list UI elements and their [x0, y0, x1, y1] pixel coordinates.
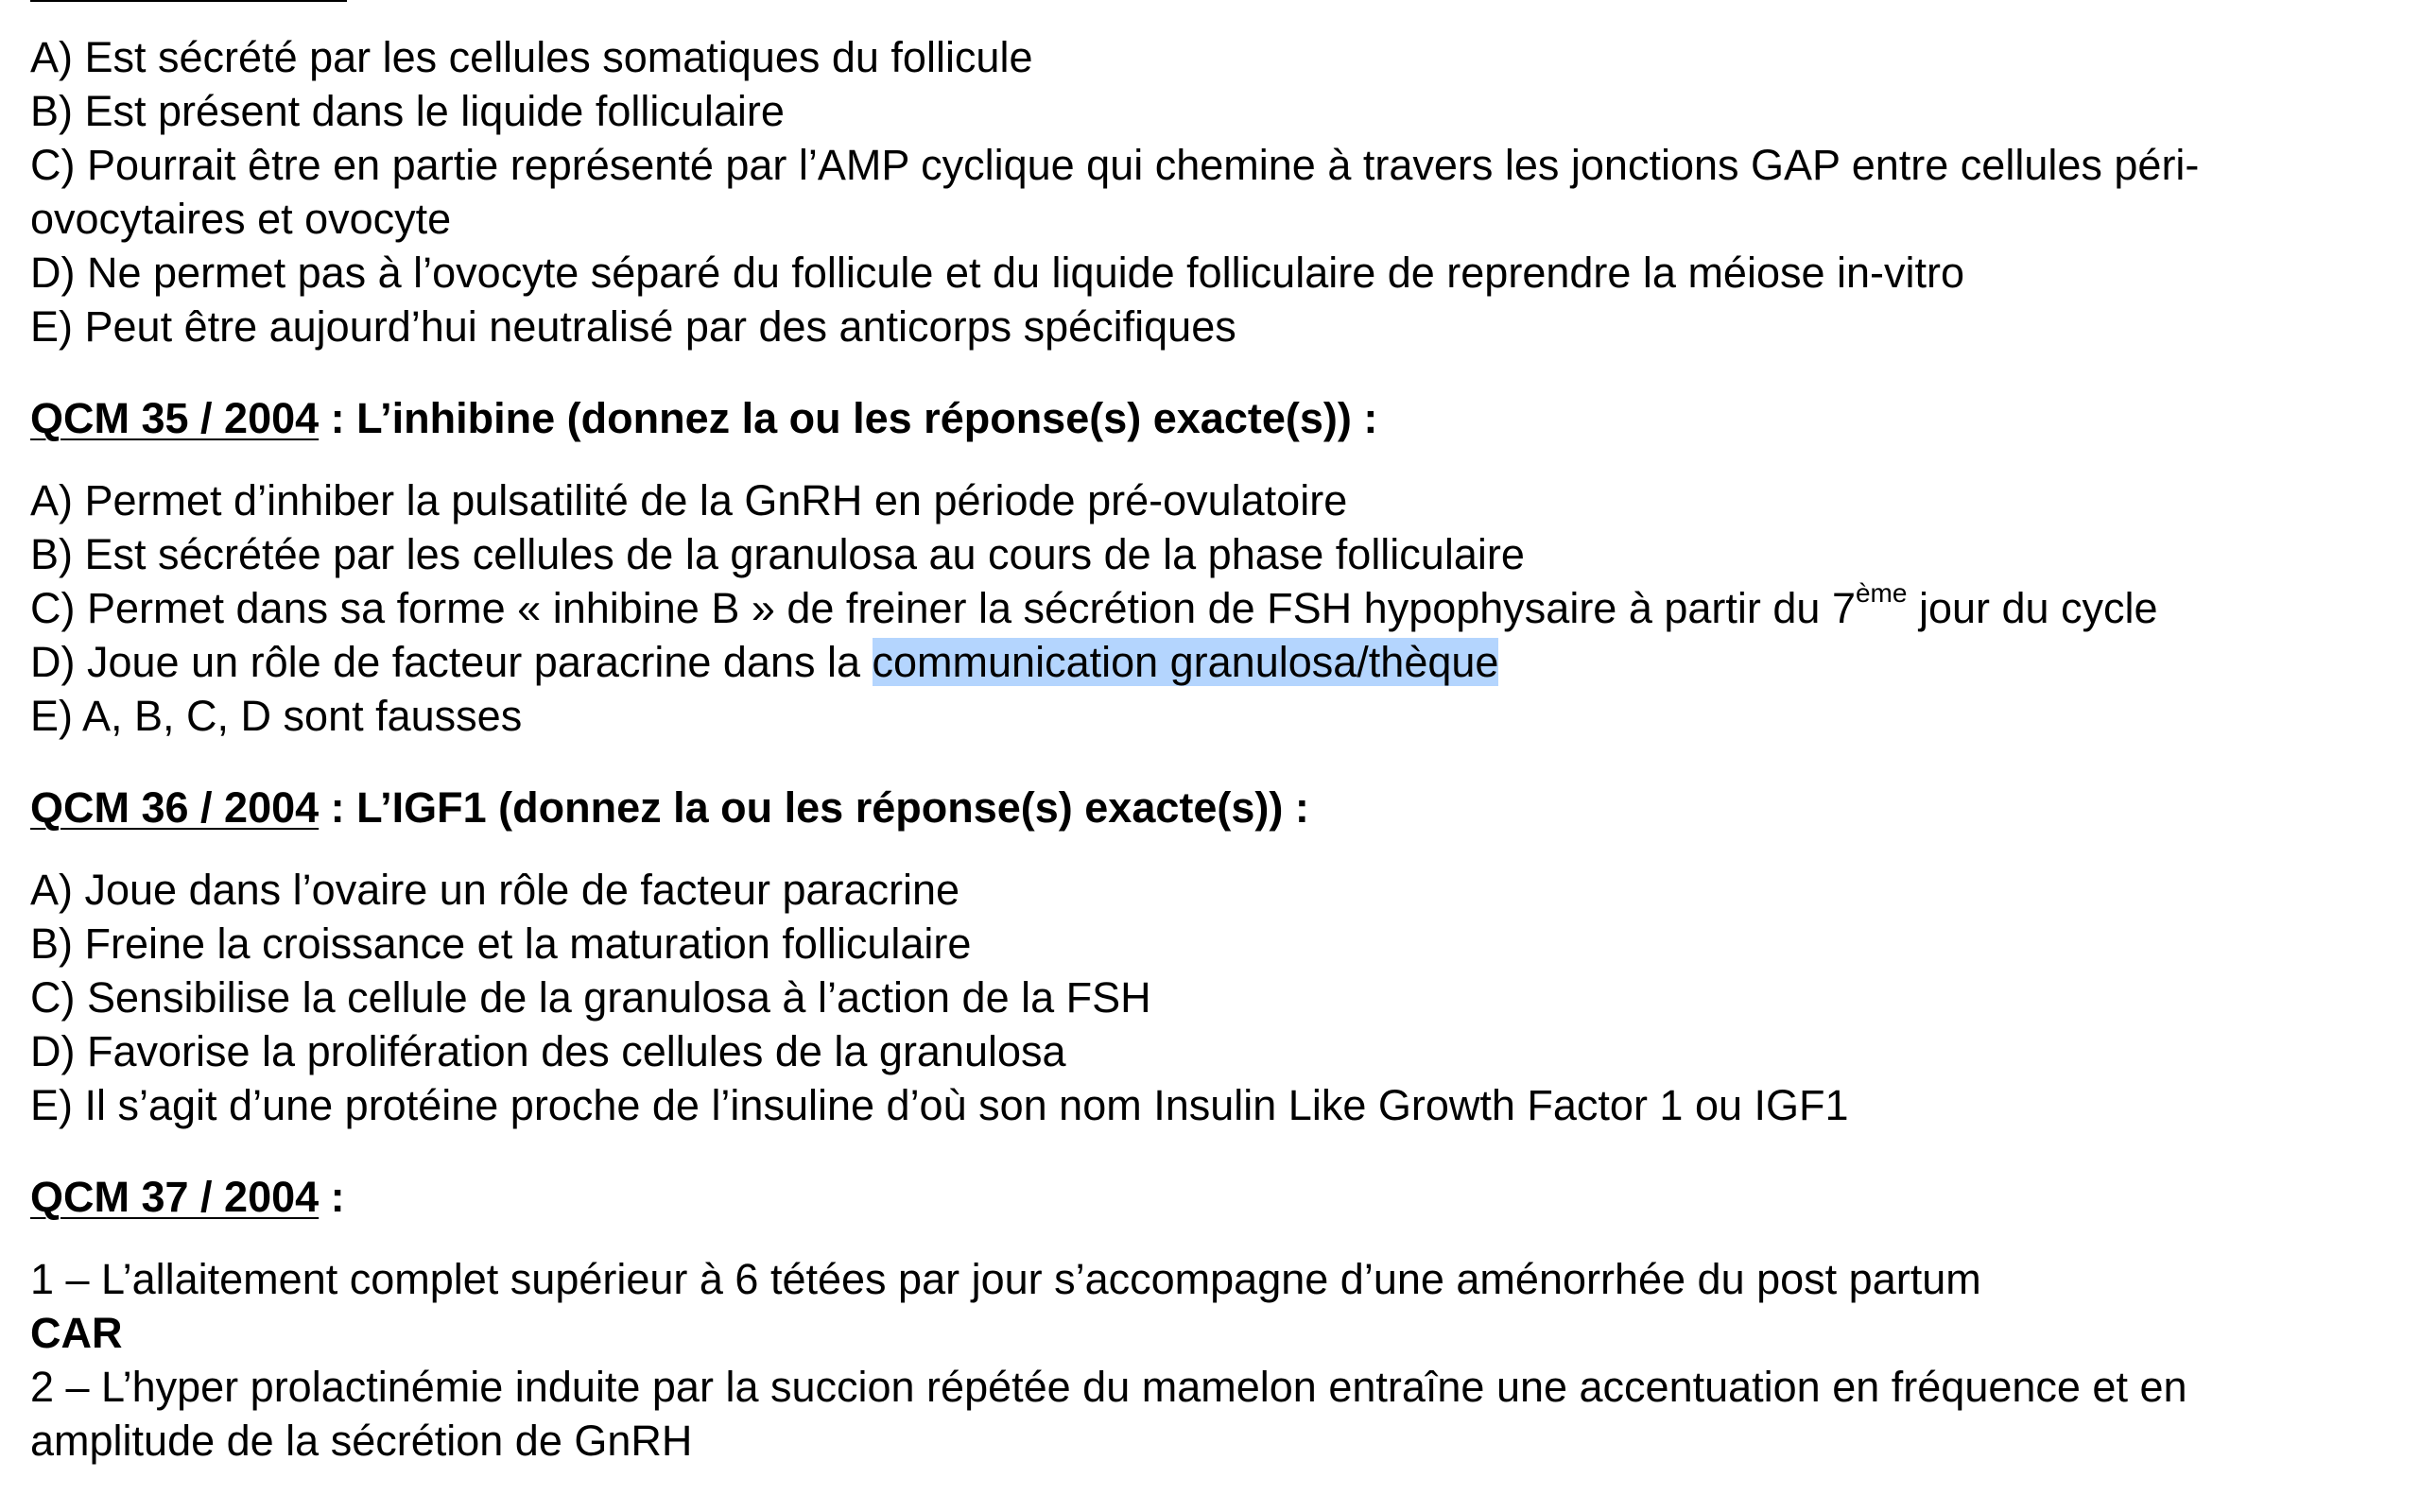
q36-option-d: D) Favorise la prolifération des cellules de la granulosa: [30, 1027, 1066, 1075]
q35-option-d-text: D) Joue un rôle de facteur paracrine dans la: [30, 638, 873, 686]
q36-option-a: A) Joue dans l’ovaire un rôle de facteur paracrine: [30, 866, 960, 914]
q37-car: CAR: [30, 1309, 123, 1357]
q35-option-a: A) Permet d’inhiber la pulsatilité de la GnRH en période pré-ovulatoire: [30, 476, 1348, 524]
q36-option-c: C) Sensibilise la cellule de la granulosa à l’action de la FSH: [30, 973, 1151, 1022]
q37-statement-2: 2 – L’hyper prolactinémie induite par la succion répétée du mamelon entraîne une accentuation en fréquence et en: [30, 1363, 2187, 1411]
q35-option-d: [30, 635, 2394, 689]
q37-id: QCM 37 / 2004: [30, 1173, 320, 1221]
q35-id: QCM 35 / 2004: [30, 394, 320, 442]
q36-option-b: B) Freine la croissance et la maturation folliculaire: [30, 919, 972, 968]
q34-options: [30, 0, 2394, 353]
q35-option-c: [30, 578, 2394, 635]
q35-option-c-text: C) Permet dans sa forme « inhibine B » de freiner la sécrétion de FSH hypophysaire à partir du 7: [30, 584, 1856, 632]
q35-options: [30, 473, 2394, 743]
q34-option-c: C) Pourrait être en partie représenté par l’AMP cyclique qui chemine à travers les jonctions GAP entre cellules péri-: [30, 141, 2200, 189]
q37-statement-2-continued: amplitude de la sécrétion de GnRH: [30, 1417, 693, 1465]
q36-id: QCM 36 / 2004: [30, 783, 320, 832]
selected-text-highlight[interactable]: communication granulosa/thèque: [872, 638, 1499, 686]
q35-heading: [30, 391, 2394, 445]
q36-options: [30, 863, 2394, 1132]
q36-title: : L’IGF1 (donnez la ou les réponse(s) exacte(s)) :: [319, 783, 1309, 832]
q36-heading: [30, 781, 2394, 834]
q36-option-e: E) Il s’agit d’une protéine proche de l’insuline d’où son nom Insulin Like Growth Factor 1 ou IGF1: [30, 1081, 1849, 1129]
q37-title: :: [319, 1173, 345, 1221]
q37-heading: [30, 1170, 2394, 1224]
q35-option-e: E) A, B, C, D sont fausses: [30, 692, 523, 740]
q34-option-c-continued: ovocytaires et ovocyte: [30, 195, 452, 243]
q35-option-c-superscript: ème: [1855, 578, 1908, 608]
document-page: [30, 0, 2394, 1468]
q35-option-c-suffix: jour du cycle: [1907, 584, 2158, 632]
q34-option-d: D) Ne permet pas à l’ovocyte séparé du follicule et du liquide folliculaire de reprendre la méiose in-vitro: [30, 249, 1965, 297]
q35-option-b: B) Est sécrétée par les cellules de la granulosa au cours de la phase folliculaire: [30, 530, 1525, 578]
q34-option-b: B) Est présent dans le liquide folliculaire: [30, 87, 785, 135]
q35-title: : L’inhibine (donnez la ou les réponse(s) exacte(s)) :: [319, 394, 1378, 442]
q34-option-a: A) Est sécrété par les cellules somatiques du follicule: [30, 33, 1033, 81]
q37-statements: [30, 1252, 2394, 1468]
q37-statement-1: 1 – L’allaitement complet supérieur à 6 tétées par jour s’accompagne d’une aménorrhée du post partum: [30, 1255, 1981, 1303]
q34-option-e: E) Peut être aujourd’hui neutralisé par des anticorps spécifiques: [30, 302, 1236, 351]
